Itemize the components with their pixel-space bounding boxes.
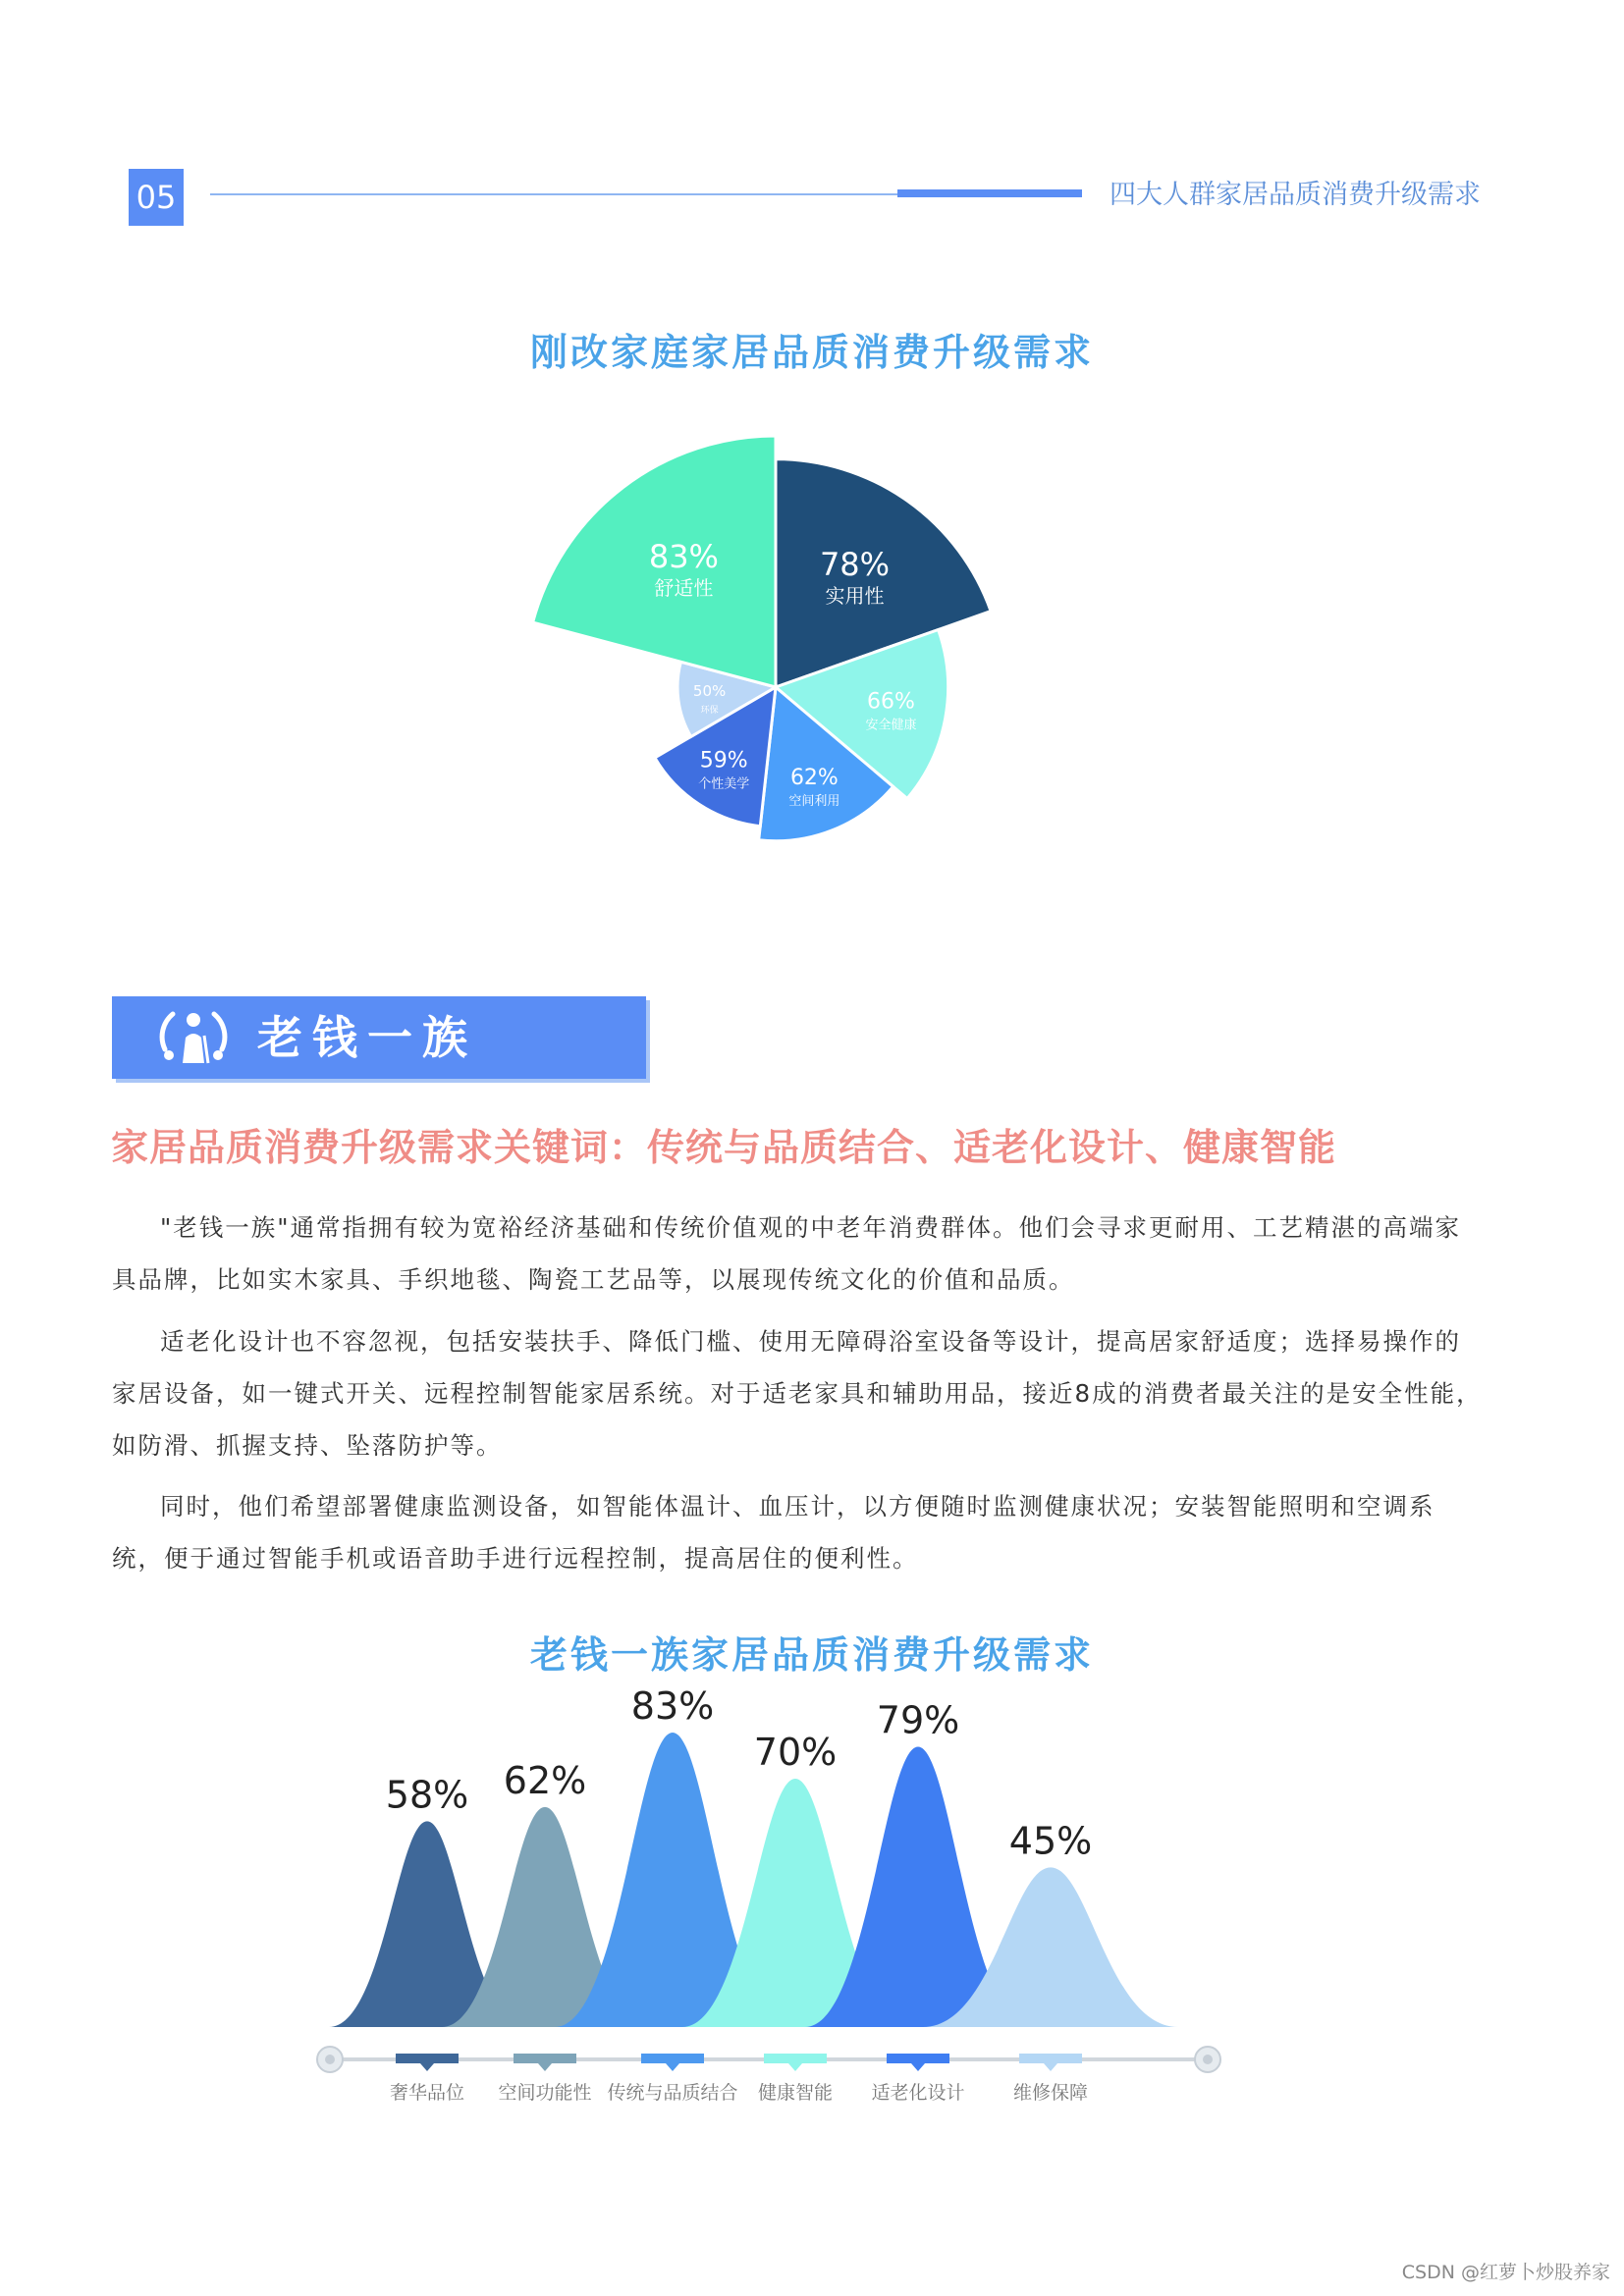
section-banner xyxy=(112,996,646,1079)
pie-value-label-0: 78% xyxy=(819,546,891,584)
peak-category-label-0: 奢华品位 xyxy=(389,2082,465,2104)
pie-category-label-2: 空间利用 xyxy=(788,794,840,809)
pie-value-label-5: 83% xyxy=(648,538,719,576)
peak-category-label-4: 适老化设计 xyxy=(871,2082,965,2104)
peak-legend-marker-2 xyxy=(641,2054,704,2063)
peak-legend-pointer-3 xyxy=(788,2063,802,2071)
peak-legend-pointer-1 xyxy=(538,2063,552,2071)
keywords-heading: 家居品质消费升级需求关键词：传统与品质结合、适老化设计、健康智能 xyxy=(111,1126,1337,1169)
paragraph-health-smart: 同时，他们希望部署健康监测设备，如智能体温计、血压计，以方便随时监测健康状况；安装智能照明和空调系统，便于通过智能手机或语音助手进行远程控制，提高居住的便利性。 xyxy=(112,1492,1435,1573)
peak-legend-marker-3 xyxy=(764,2054,827,2063)
header-accent-bar xyxy=(897,189,1082,197)
peak-category-label-5: 维修保障 xyxy=(1012,2082,1089,2104)
peak-legend-marker-4 xyxy=(887,2054,949,2063)
pie-category-label-5: 舒适性 xyxy=(654,576,714,601)
peak-category-label-1: 空间功能性 xyxy=(498,2082,592,2104)
pie-value-label-2: 62% xyxy=(789,766,839,790)
peak-legend-marker-0 xyxy=(396,2054,459,2063)
peak-value-label-4: 79% xyxy=(876,1698,960,1742)
peak-legend-marker-1 xyxy=(514,2054,576,2063)
peak-chart-title: 老钱一族家居品质消费升级需求 xyxy=(529,1633,1094,1677)
pie-category-label-1: 安全健康 xyxy=(865,718,917,733)
peak-legend-pointer-4 xyxy=(911,2063,925,2071)
header-title: 四大人群家居品质消费升级需求 xyxy=(1110,180,1481,210)
pie-category-label-3: 个性美学 xyxy=(698,776,750,792)
pie-chart xyxy=(412,402,1100,913)
paragraph-aging-design: 适老化设计也不容忽视，包括安装扶手、降低门槛、使用无障碍浴室设备等设计，提高居家舒适度；选择易操作的家居设备，如一键式开关、远程控制智能家居系统。对于适老家具和辅助用品，接近8成的消费者最关注的是安全性能，如防滑、抓握支持、坠落防护等。 xyxy=(112,1327,1483,1460)
elderly-person-icon xyxy=(159,1006,228,1069)
peak-legend-marker-5 xyxy=(1019,2054,1082,2063)
peak-legend-pointer-5 xyxy=(1044,2063,1057,2071)
pie-value-label-3: 59% xyxy=(699,748,748,774)
peak-value-label-2: 83% xyxy=(630,1688,715,1728)
pie-category-label-0: 实用性 xyxy=(825,584,885,609)
pie-category-label-4: 环保 xyxy=(700,706,719,717)
paragraph-intro: "老钱一族"通常指拥有较为宽裕经济基础和传统价值观的中老年消费群体。他们会寻求更耐用、工艺精湛的高端家具品牌，比如实木家具、手织地毯、陶瓷工艺品等，以展现传统文化的价值和品质。 xyxy=(112,1213,1462,1294)
peak-legend-pointer-0 xyxy=(420,2063,434,2071)
page-number: 05 xyxy=(129,169,184,226)
watermark: CSDN @红萝卜炒股养家 xyxy=(1401,2262,1610,2283)
peak-chart xyxy=(295,1688,1237,2120)
pie-value-label-1: 66% xyxy=(867,689,915,715)
section-banner-title: 老钱一族 xyxy=(257,1011,477,1064)
peak-value-label-1: 62% xyxy=(503,1758,587,1802)
peak-value-label-3: 70% xyxy=(753,1731,838,1774)
header-divider xyxy=(210,193,897,195)
peak-value-label-0: 58% xyxy=(385,1773,469,1817)
pie-value-label-4: 50% xyxy=(692,682,727,701)
peak-value-label-5: 45% xyxy=(1008,1819,1093,1863)
peak-category-label-2: 传统与品质结合 xyxy=(607,2082,738,2104)
pie-chart-title: 刚改家庭家居品质消费升级需求 xyxy=(529,331,1094,374)
peak-legend-pointer-2 xyxy=(666,2063,679,2071)
peak-category-label-3: 健康智能 xyxy=(757,2082,834,2104)
